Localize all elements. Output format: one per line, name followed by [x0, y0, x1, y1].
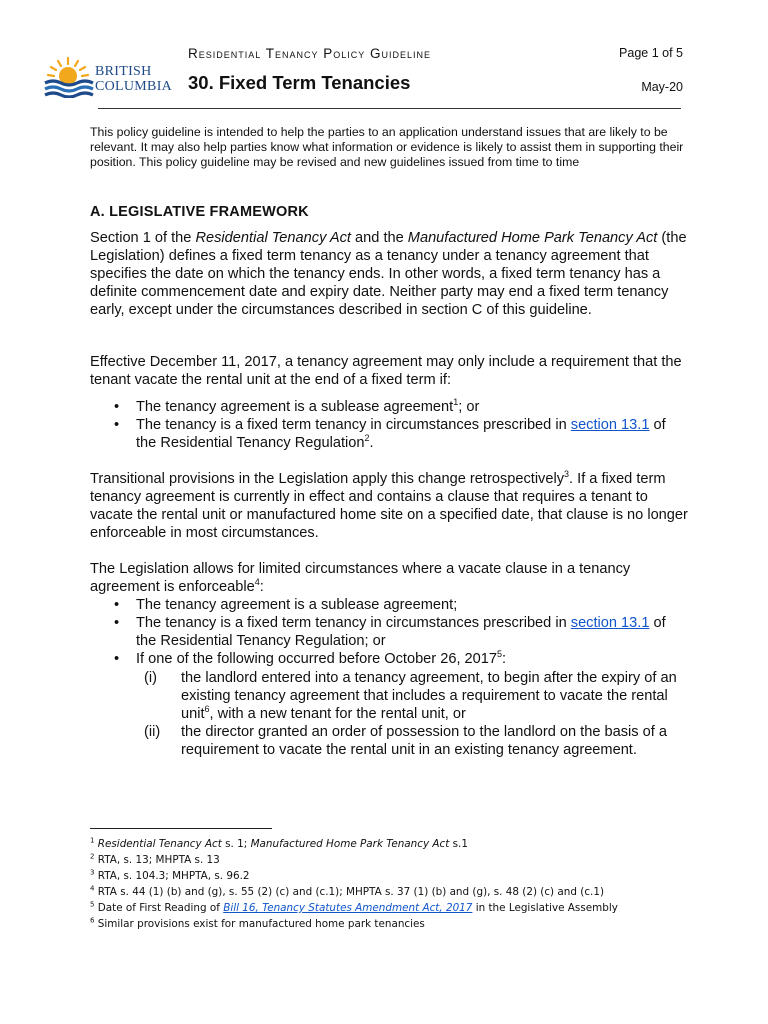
paragraph-limited-circumstances: The Legislation allows for limited circumstances where a vacate clause in a tenancy agreement is enforceable$^4$:: [90, 561, 631, 595]
sub-conditions-list: [144, 669, 684, 759]
item-number: (ii): [144, 724, 161, 740]
act-name: Manufactured Home Park Tenancy Act: [407, 230, 658, 246]
footnotes: [90, 836, 710, 932]
bullet-icon: •: [114, 651, 120, 667]
list-item: • The tenancy is a fixed term tenancy in circumstances prescribed in section 13.1 of the Residential Tenancy Regulation; or: [114, 615, 666, 649]
bc-logo-wordmark: [95, 64, 172, 94]
guideline-series-title: Residential Tenancy Policy Guideline: [188, 46, 432, 61]
footnote-ref[interactable]: 2: [364, 433, 370, 444]
circumstances-list: [114, 596, 684, 668]
list-item: (i) the landlord entered into a tenancy agreement, to begin after the expiry of an existing tenancy agreement that includes a requirement to vacate the rental unit$^6$, with a new tenant for the rental unit, or: [144, 670, 677, 722]
list-item: (ii) the director granted an order of possession to the landlord on the basis of a requirement to vacate the rental unit in an existing tenancy agreement.: [144, 724, 667, 758]
item-number: (i): [144, 670, 157, 686]
section-13-1-link[interactable]: section 13.1: [570, 615, 650, 631]
bullet-icon: •: [114, 597, 120, 613]
intro-paragraph: This policy guideline is intended to help the parties to an application understand issues that are likely to be relevant. It may also help parties know what information or evidence is likely to assist them in supporting their position. This policy guideline may be revised and new guidelines issued from time to time: [90, 125, 684, 170]
footnote-6: $^6$ Similar provisions exist for manufactured home park tenancies: [90, 916, 425, 930]
list-item: • The tenancy is a fixed term tenancy in circumstances prescribed in section 13.1 of the Residential Tenancy Regulation$^2$.: [114, 417, 666, 451]
footnote-ref[interactable]: 6: [204, 704, 210, 715]
paragraph-transitional: Transitional provisions in the Legislation apply this change retrospectively$^3$. If a fixed term tenancy agreement is currently in effect and contains a clause that requires a tenant to vacate the rental unit or manufactured home site on a specified date, that clause is no longer enforceable in most circumstances.: [90, 469, 688, 541]
footnote-ref[interactable]: 3: [564, 469, 570, 480]
footnote-ref[interactable]: 4: [254, 577, 260, 588]
paragraph-effective-date: Effective December 11, 2017, a tenancy agreement may only include a requirement that the tenant vacate the rental unit at the end of a fixed term if:: [90, 354, 682, 388]
footnote-divider: [90, 828, 272, 829]
bullet-icon: •: [114, 417, 120, 433]
footnote-ref[interactable]: 5: [497, 649, 503, 660]
footnote-4: $^4$ RTA s. 44 (1) (b) and (g), s. 55 (2) (c) and (c.1); MHPTA s. 37 (1) (b) and (g), s. 48 (2) (c) and (c.1): [90, 884, 605, 898]
list-item: • The tenancy agreement is a sublease agreement$^1$; or: [114, 397, 480, 415]
footnote-2: $^2$ RTA, s. 13; MHPTA s. 13: [90, 852, 220, 866]
bullet-icon: •: [114, 399, 120, 415]
act-name: Residential Tenancy Act: [195, 230, 351, 246]
waves-icon: [45, 81, 93, 97]
paragraph-definition: Section 1 of the Residential Tenancy Act and the Manufactured Home Park Tenancy Act (the Legislation) defines a fixed term tenancy as a tenancy under a tenancy agreement that specifies the date on which the tenancy ends. In other words, a fixed term tenancy has a definite commencement date and expiry date. Neither party may end a fixed term tenancy early, except under the circumstances described in section C of this guideline.: [90, 230, 687, 318]
bullet-icon: •: [114, 615, 120, 631]
section-13-1-link[interactable]: section 13.1: [570, 417, 650, 433]
footnote-ref[interactable]: 1: [453, 397, 459, 408]
section-a-heading: A. LEGISLATIVE FRAMEWORK: [90, 204, 309, 220]
footnote-5: $^5$ Date of First Reading of Bill 16, Tenancy Statutes Amendment Act, 2017 in the Legislative Assembly: [90, 900, 618, 914]
logo-line-british: BRITISH: [95, 64, 152, 79]
header-divider: [98, 108, 681, 109]
footnote-1: $^1$ Residential Tenancy Act s. 1; Manufactured Home Park Tenancy Act s.1: [90, 836, 468, 850]
page-number: Page 1 of 5: [619, 46, 683, 60]
logo-line-columbia: COLUMBIA: [95, 79, 173, 94]
document-date: May-20: [641, 80, 683, 94]
list-item: • If one of the following occurred before October 26, 2017$^5$:: [114, 649, 507, 667]
footnote-3: $^3$ RTA, s. 104.3; MHPTA, s. 96.2: [90, 868, 250, 882]
requirement-list: [114, 398, 684, 452]
bill-16-link[interactable]: Bill 16, Tenancy Statutes Amendment Act, 2017: [223, 902, 473, 914]
list-item: • The tenancy agreement is a sublease agreement;: [114, 597, 458, 613]
page-title: 30. Fixed Term Tenancies: [188, 72, 411, 93]
